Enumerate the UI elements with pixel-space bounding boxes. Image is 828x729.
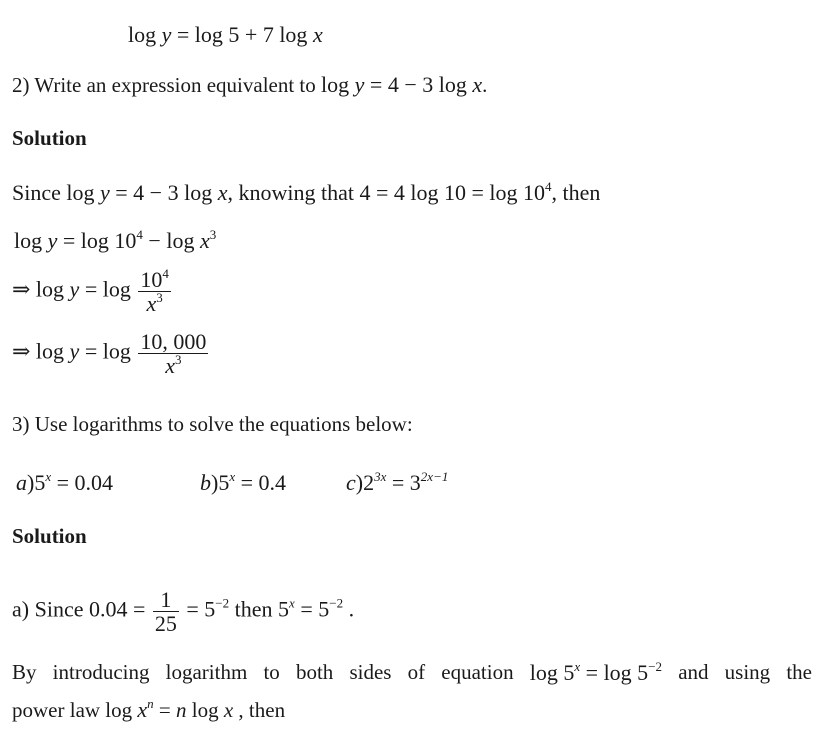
solution-heading-1: Solution bbox=[12, 126, 87, 150]
intro-paragraph-line: By introducing logarithm to both sides of equation $\log 5^x = \log 5^{-2}$ and using the bbox=[12, 659, 812, 685]
question-2: 2) Write an expression equivalent to log y = 4 − 3 log x. bbox=[12, 72, 488, 97]
derivation-step-2: ⇒ log y = log $\frac{10^4}{x^3}$ bbox=[12, 266, 169, 317]
solution-a-line: a) Since 0.04 = $\frac{1}{25}$ = $5^{-2}$ then $5^x = 5^{-2}$ . bbox=[12, 587, 355, 637]
power-law-line: power law $\log x^n = n$ log x , then bbox=[12, 696, 286, 722]
equation-line-1: log y = log 5 + 7 log x bbox=[128, 22, 323, 47]
equation-a: $a)5^x = 0.04$ bbox=[16, 469, 114, 495]
fraction: $\frac{1}{25}$ bbox=[154, 587, 177, 637]
derivation-step-1: $\log y = \log 10^4 - \log x^3$ bbox=[14, 227, 217, 253]
inline-equation: $\log 5^x = \log 5^{-2}$ bbox=[529, 659, 663, 685]
question-3: 3) Use logarithms to solve the equations below: bbox=[12, 412, 413, 436]
derivation-step-3: ⇒ log y = log $\frac{10, 000}{x^3}$ bbox=[12, 329, 207, 379]
since-line: Since log y = 4 − 3 log x, knowing that 4 = 4 $\log 10 = \log 10^4$, then bbox=[12, 179, 601, 205]
fraction: $\frac{10^4}{x^3}$ bbox=[140, 266, 169, 317]
equation-b: $b)5^x = 0.4$ bbox=[200, 469, 287, 495]
solution-heading-2: Solution bbox=[12, 524, 87, 548]
equation-c: $c)2^{3x} = 3^{2x-1}$ bbox=[346, 469, 449, 495]
fraction: $\frac{10, 000}{x^3}$ bbox=[140, 329, 207, 379]
